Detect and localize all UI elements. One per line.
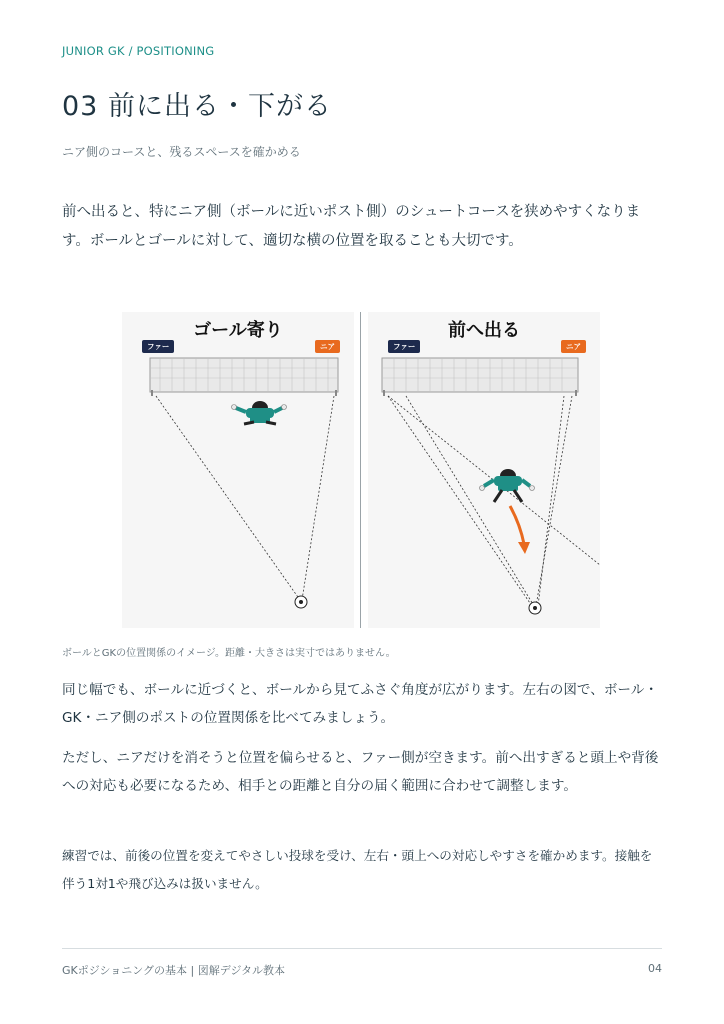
lead-paragraph: 前へ出ると、特にニア側（ボールに近いポスト側）のシュートコースを狭めやすくなります。ボールとゴールに対して、適切な横の位置を取ることも大切です。	[62, 204, 641, 249]
footer-book-title: GKポジショニングの基本 | 図解デジタル教本	[62, 964, 286, 977]
positioning-figure	[122, 312, 600, 628]
footer-divider	[62, 948, 662, 949]
near-side-tag: ニア	[561, 340, 586, 353]
panel-title-goal-side: ゴール寄り	[193, 320, 283, 341]
page-title: 03 前に出る・下がる	[62, 91, 332, 122]
body-paragraph: ただし、ニアだけを消そうと位置を偏らせると、ファー側が空きます。前へ出すぎると頭上や背後への対応も必要になるため、相手との距離と自分の届く範囲に合わせて調整します。	[62, 750, 659, 794]
body-paragraph: 同じ幅でも、ボールに近づくと、ボールから見てふさぐ角度が広がります。左右の図で、ボール・GK・ニア側のポストの位置関係を比べてみましょう。	[62, 682, 658, 726]
body-paragraph: 練習では、前後の位置を変えてやさしい投球を受け、左右・頭上への対応しやすさを確かめます。接触を伴う1対1や飛び込みは扱いません。	[62, 848, 653, 891]
panel-divider	[360, 312, 361, 628]
page-number: 04	[648, 962, 662, 975]
far-side-tag: ファー	[388, 340, 420, 353]
figure-caption: ボールとGKの位置関係のイメージ。距離・大きさは実寸ではありません。	[62, 648, 396, 659]
movement-arrow-icon	[510, 506, 530, 554]
panel-title-step-forward: 前へ出る	[448, 320, 520, 341]
goal-icon	[150, 358, 338, 396]
panel-goal-side	[122, 312, 354, 628]
ball-icon	[295, 596, 307, 608]
section-kicker: JUNIOR GK / POSITIONING	[62, 44, 215, 58]
near-side-tag: ニア	[315, 340, 340, 353]
step-forward-illustration	[368, 312, 600, 628]
goal-icon	[382, 358, 578, 396]
goalkeeper-icon	[232, 401, 287, 424]
goal-side-illustration	[122, 312, 354, 628]
ball-icon	[529, 602, 541, 614]
page-subtitle: ニア側のコースと、残るスペースを確かめる	[62, 145, 301, 159]
goalkeeper-icon	[480, 469, 535, 502]
far-side-tag: ファー	[142, 340, 174, 353]
shot-course-lines	[156, 396, 334, 600]
panel-step-forward	[368, 312, 600, 628]
